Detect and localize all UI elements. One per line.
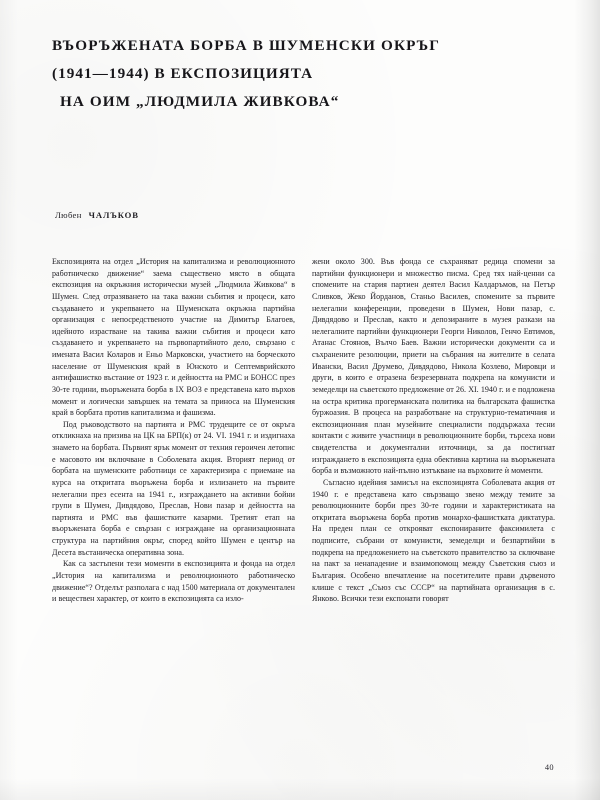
title-line-2: (1941—1944) В ЕКСПОЗИЦИЯТА — [52, 65, 314, 83]
article-title — [52, 38, 552, 123]
title-line-3: НА ОИМ „ЛЮДМИЛА ЖИВКОВА“ — [60, 93, 340, 111]
scan-edge-shadow-right — [574, 0, 600, 800]
paragraph: жени около 300. Във фонда се съхраняват редица спомени за партийни функционери и множество писма. Сред тях най-ценни са спомените на стария партиен деятел Васил Калдаръмов, на Петър Сливков, Жеко Йорданов, Станьо Василев, спомените за първите нелегални конференции, проведени в Шумен, Нови пазар, с. Дивдядово и Преслав, както и депозираните в музея разкази на нелегалните партийни функционери Георги Николов, Генчо Евтимов, Атанас Стоянов, Вълчо Баев. Важни исторически документи са и съхранените резолюции, приети на събрания на жителите в селата Ивански, Васил Друмево, Дивдядово, Никола Козлево, Мировци и други, в които е отразена безрезервната подкрепа на комунисти и земеделци на съветското предложение от 26. XI. 1940 г. и е подложена на остра критика прогерманската политика на българската фашистка буржоазия. В процеса на разработване на структурно-тематичния и експозиционния план музейните специалисти поддържаха тесни контакти с живите участници в революционните борби, търсеха нови свидетелства и документални източници, за да постигнат изграждането в експозицията една обективна картина на въоръжената борба и възможното най-пълно изтъкване на върховите ѝ моменти. — [312, 257, 555, 476]
page-number: 40 — [544, 763, 554, 772]
column-right — [312, 256, 555, 605]
article-body — [52, 256, 556, 605]
column-left — [52, 256, 295, 605]
title-line-1: ВЪОРЪЖЕНАТА БОРБА В ШУМЕНСКИ ОКРЪГ — [52, 37, 441, 54]
author-family-name: ЧАЛЪКОВ — [88, 210, 139, 220]
author-byline — [55, 210, 139, 220]
paragraph: Съгласно идейния замисъл на експозицията Соболевата акция от 1940 г. е представена като свързващо звено между темите за революционните борби през 30-те години и характеристиката на откритата въоръжена борба против монархо-фашистката диктатура. На преден план се открояват експонираните факсимилета с подписите, събрани от комунисти, земеделци и безпартийни в подкрепа на предложението на съветското правителство за сключване на пакт за ненападение и взаимопомощ между Съветския съюз и България. Особено впечатление на посетителите прави дървеното клише с текст „Съюз със СССР“ на партийната организация в с. Янково. Всички тези експонати говорят — [312, 477, 555, 604]
paragraph: Как са застъпени тези моменти в експозицията и фонда на отдел „История на капитализма и революционното работническо движение“? Отделът разполага с над 1500 материала от документален и веществен характер, от които в експозицията са изло- — [52, 559, 295, 604]
paragraph: Експозицията на отдел „История на капитализма и революционното работническо движение“ заема съществено място в общата експозиция на окръжния исторически музей „Людмила Живкова“ в Шумен. След отразяването на така важни събития и процеси, като създаването и укрепването на Шуменската окръжна партийна организация с непосредственото участие на Димитър Благоев, идейното израстване на такива важни събития и процеси като създаването и укрепването на първопартийното дело, свързано с имената Васил Коларов и Еньо Марковски, участието на борческото население от Шуменския край в Юнското и Септемврийското антифашистко въстание от 1923 г. и дейността на РМС и БОНСС през 30-те години, въоръжената борба в IX ВОЗ е представена като върхов момент и логически завършек на темата за приноса на Шуменския край в борбата против капитализма и фашизма. — [52, 257, 295, 418]
author-given-name: Любен — [55, 210, 82, 220]
scan-edge-shadow-bottom — [0, 778, 600, 800]
scan-edge-shadow-left — [0, 0, 18, 800]
paragraph: Под ръководството на партията и РМС трудещите се от окръга откликнаха на призива на ЦК на БРП(к) от 24. VI. 1941 г. и издигнаха знамето на борбата. Първият ярък момент от техния героичен летопис е масовото им включване в Соболевата акция. Вторият период от борбата на шуменските работници се характеризира с приемане на курса на откритата въоръжена борба и излизането на първите нелегални през есента на 1941 г., изграждането на активни бойни групи в Шумен, Дивдядово, Преслав, Нови пазар и дейността на партията и РМС във фашистките казарми. Третият етап на въоръжената борба е свързан с изграждане на организационната структура на партийния окръг, според който Шумен е център на Десета въстаническа оперативна зона. — [52, 419, 295, 557]
